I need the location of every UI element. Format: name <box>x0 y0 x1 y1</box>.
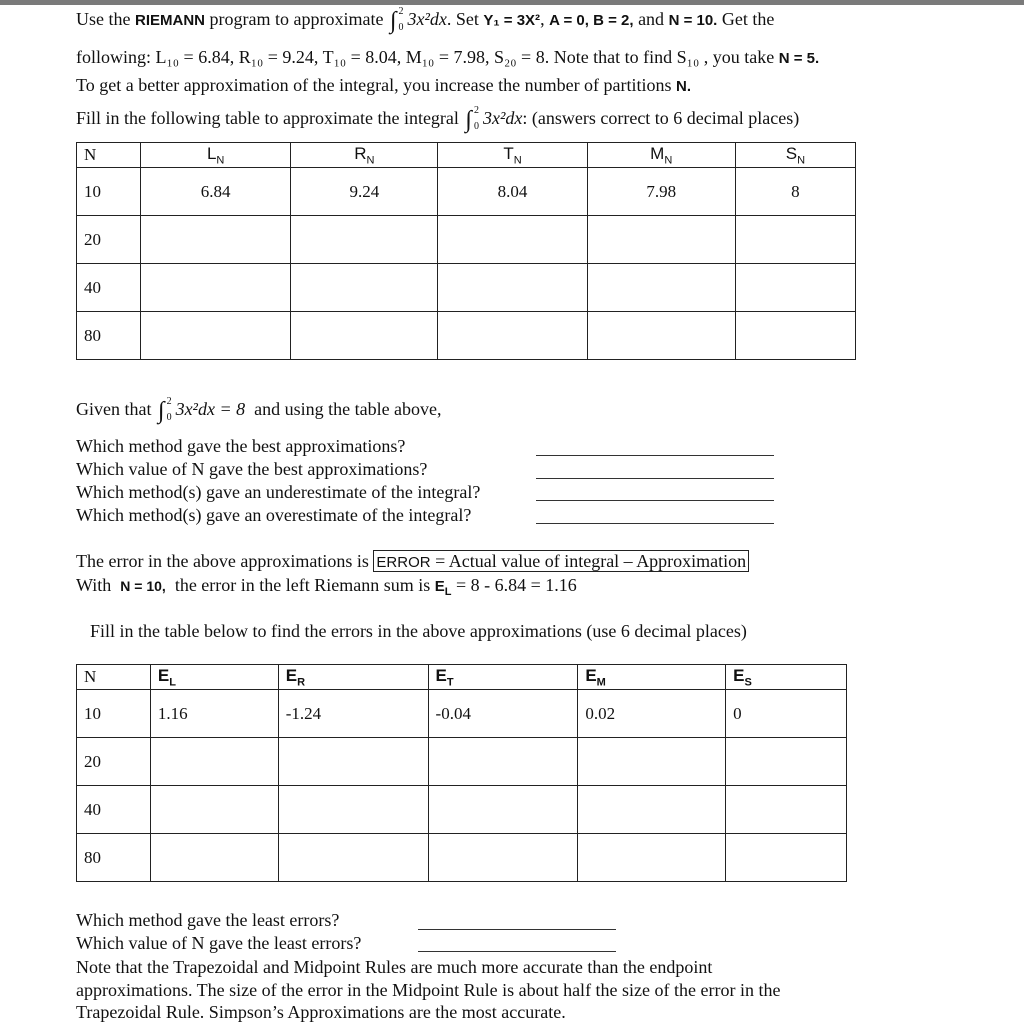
intro-line-1: Use the RIEMANN program to approximate ∫ 2 0 3x²dx. Set Y₁ = 3X², A = 0, B = 2, and N = 10. Get the <box>76 5 775 34</box>
cell-value: 8.04 <box>438 168 587 216</box>
question-underestimate: Which method(s) gave an underestimate of the integral? <box>76 482 481 502</box>
cell-value: 9.24 <box>291 168 438 216</box>
cell-input[interactable] <box>141 216 291 264</box>
cell-input[interactable] <box>428 786 578 834</box>
error-instructions: Fill in the table below to find the errors in the above approximations (use 6 decimal places) <box>90 621 747 641</box>
cell-input[interactable] <box>150 834 278 882</box>
cell-input[interactable] <box>141 312 291 360</box>
header-tn: $T_N$ <box>438 143 587 168</box>
header-n: N <box>77 665 151 690</box>
note-line-1: Note that the Trapezoidal and Midpoint Rules are much more accurate than the endpoint <box>76 957 713 977</box>
cell-input[interactable] <box>291 312 438 360</box>
table-row <box>77 834 847 882</box>
cell-input[interactable] <box>291 216 438 264</box>
cell-input[interactable] <box>150 738 278 786</box>
integral-sign: ∫ <box>389 8 397 34</box>
table-row <box>77 264 856 312</box>
table-row <box>77 690 847 738</box>
table-header-row <box>77 143 856 168</box>
cell-input[interactable] <box>578 834 726 882</box>
cell-input[interactable] <box>278 738 428 786</box>
cell-input[interactable] <box>428 738 578 786</box>
cell-input[interactable] <box>578 738 726 786</box>
cell-value: 1.16 <box>150 690 278 738</box>
cell-input[interactable] <box>438 264 587 312</box>
cell-n: 40 <box>77 786 151 834</box>
approximation-table <box>76 142 856 360</box>
cell-input[interactable] <box>726 786 847 834</box>
cell-input[interactable] <box>735 216 855 264</box>
header-er: $E_R$ <box>278 665 428 690</box>
header-rn: $R_N$ <box>291 143 438 168</box>
question-best-n: Which value of N gave the best approximations? <box>76 459 428 479</box>
answer-blank[interactable] <box>536 500 774 501</box>
cell-input[interactable] <box>735 312 855 360</box>
cell-input[interactable] <box>735 264 855 312</box>
cell-input[interactable] <box>726 834 847 882</box>
cell-input[interactable] <box>150 786 278 834</box>
cell-n: 20 <box>77 216 141 264</box>
table-row <box>77 168 856 216</box>
intro-line-3: To get a better approximation of the integral, you increase the number of partitions N. <box>76 75 692 95</box>
error-definition-line: The error in the above approximations is ERROR = Actual value of integral – Approximation <box>76 550 749 574</box>
cell-input[interactable] <box>291 264 438 312</box>
cell-input[interactable] <box>587 312 735 360</box>
cell-value: 8 <box>735 168 855 216</box>
cell-n: 40 <box>77 264 141 312</box>
error-table <box>76 664 847 882</box>
cell-value: 0.02 <box>578 690 726 738</box>
cell-input[interactable] <box>587 264 735 312</box>
header-es: $E_S$ <box>726 665 847 690</box>
header-sn: $S_N$ <box>735 143 855 168</box>
answer-blank[interactable] <box>536 478 774 479</box>
note-line-3: Trapezoidal Rule. Simpson’s Approximations are the most accurate. <box>76 1002 566 1022</box>
question-best-method: Which method gave the best approximations? <box>76 436 406 456</box>
question-overestimate: Which method(s) gave an overestimate of the integral? <box>76 505 472 525</box>
cell-input[interactable] <box>428 834 578 882</box>
header-mn: $M_N$ <box>587 143 735 168</box>
cell-input[interactable] <box>278 834 428 882</box>
cell-value: 6.84 <box>141 168 291 216</box>
error-formula-box: ERROR = Actual value of integral – Approximation <box>373 550 749 572</box>
answer-blank[interactable] <box>418 929 616 930</box>
header-ln: $L_N$ <box>141 143 291 168</box>
note-line-2: approximations. The size of the error in the Midpoint Rule is about half the size of the error in the <box>76 980 781 1000</box>
header-el: $E_L$ <box>150 665 278 690</box>
question-least-errors-method: Which method gave the least errors? <box>76 910 340 930</box>
table-row <box>77 786 847 834</box>
cell-input[interactable] <box>438 216 587 264</box>
top-border <box>0 0 1024 5</box>
table-header-row <box>77 665 847 690</box>
cell-n: 20 <box>77 738 151 786</box>
table-row <box>77 216 856 264</box>
cell-input[interactable] <box>278 786 428 834</box>
given-line: Given that ∫ 2 0 3x²dx = 8 and using the table above, <box>76 395 442 424</box>
cell-input[interactable] <box>438 312 587 360</box>
cell-value: 0 <box>726 690 847 738</box>
answer-blank[interactable] <box>536 455 774 456</box>
error-example-line: With N = 10, the error in the left Riemann sum is $E_L = 8 - 6.84 = 1.16$ <box>76 575 577 598</box>
cell-n: 80 <box>77 312 141 360</box>
cell-input[interactable] <box>141 264 291 312</box>
intro-line-2: following: L₁₀ = 6.84, R₁₀ = 9.24, T₁₀ = 8.04, M₁₀ = 7.98, S₂₀ = 8. Note that to find S₁₀ , you take N = 5. <box>76 47 820 67</box>
cell-value: 7.98 <box>587 168 735 216</box>
question-least-errors-n: Which value of N gave the least errors? <box>76 933 362 953</box>
cell-input[interactable] <box>726 738 847 786</box>
answer-blank[interactable] <box>536 523 774 524</box>
cell-input[interactable] <box>587 216 735 264</box>
table-row <box>77 738 847 786</box>
cell-value: -0.04 <box>428 690 578 738</box>
header-em: $E_M$ <box>578 665 726 690</box>
cell-n: 10 <box>77 168 141 216</box>
intro-line-4: Fill in the following table to approximate the integral ∫ 2 0 3x²dx: (answers correct to 6 decimal places) <box>76 104 800 133</box>
cell-input[interactable] <box>578 786 726 834</box>
table-row <box>77 312 856 360</box>
cell-n: 80 <box>77 834 151 882</box>
cell-n: 10 <box>77 690 151 738</box>
header-n: N <box>77 143 141 168</box>
answer-blank[interactable] <box>418 951 616 952</box>
header-et: $E_T$ <box>428 665 578 690</box>
cell-value: -1.24 <box>278 690 428 738</box>
